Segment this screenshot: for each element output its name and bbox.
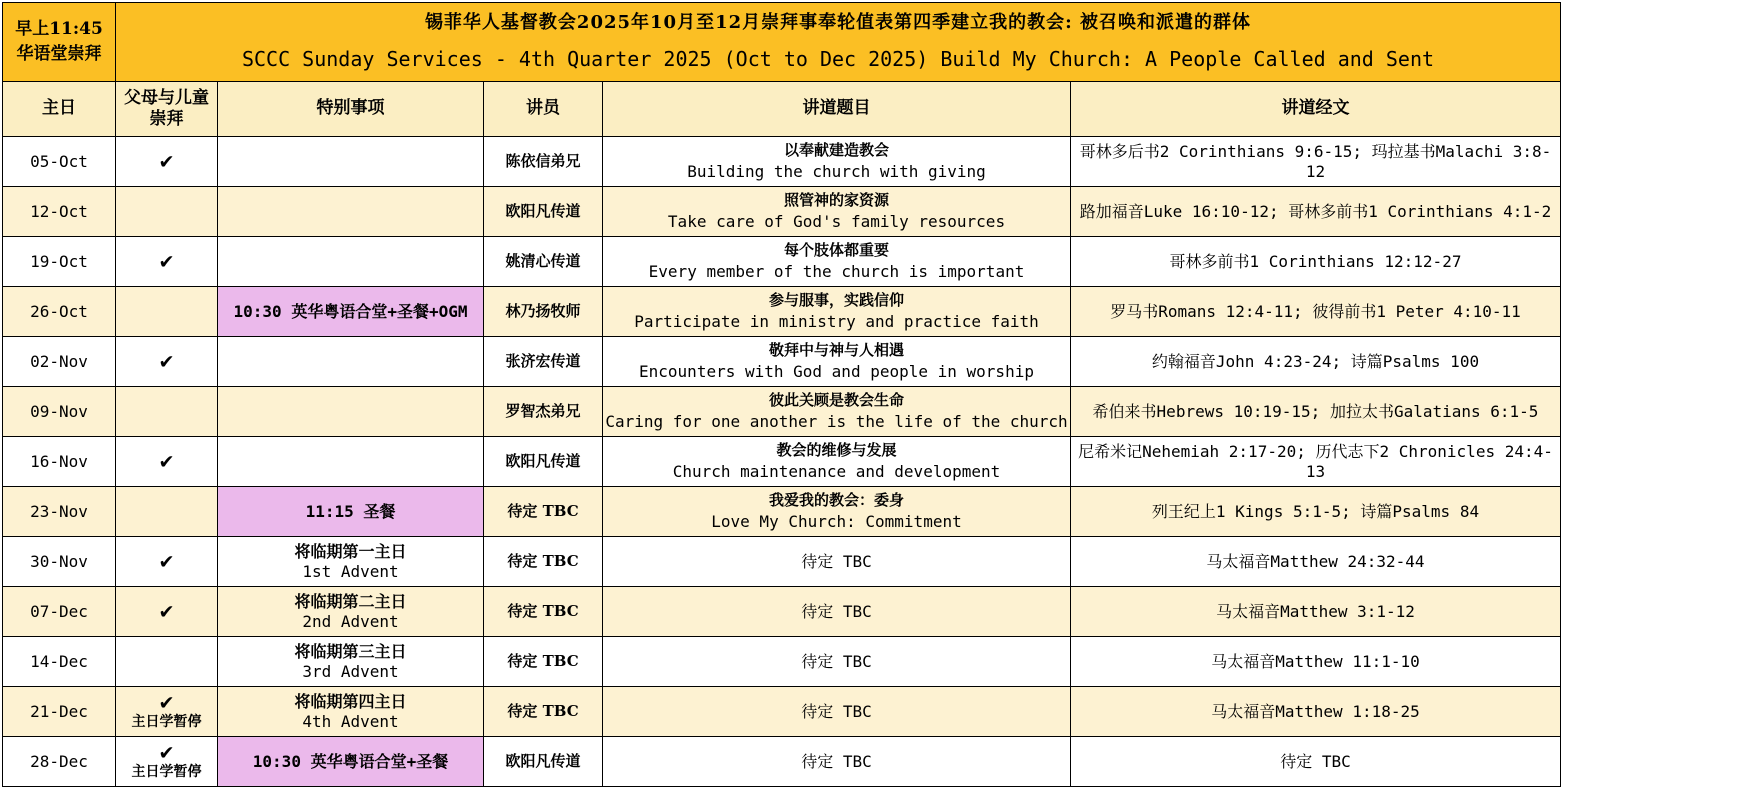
table-row [3, 737, 1561, 787]
col-header-date: 主日 [3, 82, 116, 137]
family-worship-cell [116, 137, 218, 187]
speaker-cell: 欧阳凡传道 [484, 737, 603, 787]
speaker-cell: 林乃扬牧师 [484, 287, 603, 337]
family-worship-cell [116, 487, 218, 537]
special-line2: 3rd Advent [302, 661, 399, 681]
family-worship-cell [116, 387, 218, 437]
topic-english: Church maintenance and development [672, 462, 1001, 482]
check-icon: ✔ [159, 739, 174, 765]
family-worship-cell [116, 287, 218, 337]
main-title-cell [116, 3, 1561, 82]
topic-english: Every member of the church is important [648, 262, 1025, 282]
family-worship-cell [116, 237, 218, 287]
date-cell: 19-Oct [3, 237, 116, 287]
special-line2: 2nd Advent [302, 611, 399, 631]
topic-cell [603, 487, 1071, 537]
check-icon: ✔ [159, 598, 174, 624]
service-time-cell [3, 3, 116, 82]
family-worship-cell [116, 687, 218, 737]
speaker-cell: 待定 TBC [484, 687, 603, 737]
scripture-cell: 待定 TBC [1071, 737, 1561, 787]
special-cell [218, 487, 484, 537]
date-cell: 05-Oct [3, 137, 116, 187]
check-icon: ✔ [159, 348, 174, 374]
topic-english: 待定 TBC [801, 701, 872, 721]
family-worship-cell [116, 737, 218, 787]
topic-english: 待定 TBC [801, 651, 872, 671]
col-header-speaker: 讲员 [484, 82, 603, 137]
speaker-cell: 欧阳凡传道 [484, 187, 603, 237]
table-row [3, 687, 1561, 737]
date-cell: 09-Nov [3, 387, 116, 437]
special-cell [218, 537, 484, 587]
special-cell [218, 587, 484, 637]
title-chinese: 锡菲华人基督教会2025年10月至12月崇拜事奉轮值表第四季建立我的教会: 被召唤和派遣的群体 [424, 12, 1252, 34]
check-icon: ✔ [159, 448, 174, 474]
special-cell [218, 687, 484, 737]
topic-english: 待定 TBC [801, 751, 872, 771]
topic-cell [603, 287, 1071, 337]
special-line1: 将临期第三主日 [294, 641, 407, 661]
check-icon: ✔ [159, 689, 174, 715]
sunday-school-note: 主日学暂停 [131, 713, 202, 730]
topic-chinese: 我爱我的教会：委身 [768, 490, 904, 509]
schedule-rows [3, 137, 1561, 787]
special-line1: 将临期第二主日 [294, 591, 407, 611]
table-row [3, 337, 1561, 387]
topic-english: Participate in ministry and practice faith [634, 312, 1039, 332]
topic-cell [603, 437, 1071, 487]
special-line1: 10:30 英华粤语合堂+圣餐+OGM [233, 301, 468, 321]
speaker-cell: 待定 TBC [484, 537, 603, 587]
scripture-cell: 马太福音Matthew 1:18-25 [1071, 687, 1561, 737]
col-header-scripture: 讲道经文 [1071, 82, 1561, 137]
special-cell [218, 137, 484, 187]
topic-cell [603, 637, 1071, 687]
topic-english: Encounters with God and people in worship [639, 362, 1034, 382]
topic-cell [603, 687, 1071, 737]
speaker-cell: 姚清心传道 [484, 237, 603, 287]
date-cell: 14-Dec [3, 637, 116, 687]
table-row [3, 237, 1561, 287]
scripture-cell: 尼希米记Nehemiah 2:17-20; 历代志下2 Chronicles 24:4-13 [1071, 437, 1561, 487]
topic-chinese: 参与服事，实践信仰 [768, 290, 904, 309]
topic-chinese: 敬拜中与神与人相遇 [768, 340, 904, 359]
topic-cell [603, 737, 1071, 787]
date-cell: 12-Oct [3, 187, 116, 237]
scripture-cell: 罗马书Romans 12:4-11; 彼得前书1 Peter 4:10-11 [1071, 287, 1561, 337]
service-name: 华语堂崇拜 [16, 44, 102, 64]
special-line1: 将临期第四主日 [294, 691, 407, 711]
topic-chinese: 以奉献建造教会 [783, 140, 889, 159]
title-english: SCCC Sunday Services - 4th Quarter 2025 (Oct to Dec 2025) Build My Church: A People Called and Sent [241, 46, 1435, 71]
special-line2: 1st Advent [302, 561, 399, 581]
topic-cell [603, 587, 1071, 637]
sunday-school-note: 主日学暂停 [131, 763, 202, 780]
scripture-cell: 希伯来书Hebrews 10:19-15; 加拉太书Galatians 6:1-5 [1071, 387, 1561, 437]
schedule-container [2, 2, 1561, 787]
scripture-cell: 路加福音Luke 16:10-12; 哥林多前书1 Corinthians 4:1-2 [1071, 187, 1561, 237]
special-cell [218, 337, 484, 387]
scripture-cell: 马太福音Matthew 11:1-10 [1071, 637, 1561, 687]
topic-english: 待定 TBC [801, 601, 872, 621]
topic-english: Love My Church: Commitment [711, 512, 962, 532]
table-row [3, 587, 1561, 637]
date-cell: 28-Dec [3, 737, 116, 787]
table-row [3, 637, 1561, 687]
speaker-cell: 待定 TBC [484, 637, 603, 687]
scripture-cell: 哥林多前书1 Corinthians 12:12-27 [1071, 237, 1561, 287]
date-cell: 23-Nov [3, 487, 116, 537]
topic-cell [603, 137, 1071, 187]
date-cell: 02-Nov [3, 337, 116, 387]
speaker-cell: 张济宏传道 [484, 337, 603, 387]
check-icon: ✔ [159, 148, 174, 174]
topic-english: Caring for one another is the life of the church [605, 412, 1068, 432]
check-icon: ✔ [159, 248, 174, 274]
topic-cell [603, 537, 1071, 587]
col-header-family-worship: 父母与儿童崇拜 [116, 82, 218, 137]
scripture-cell: 马太福音Matthew 3:1-12 [1071, 587, 1561, 637]
scripture-cell: 列王纪上1 Kings 5:1-5; 诗篇Psalms 84 [1071, 487, 1561, 537]
special-line1: 11:15 圣餐 [305, 501, 396, 521]
col-header-special: 特别事项 [218, 82, 484, 137]
speaker-cell: 待定 TBC [484, 587, 603, 637]
title-row [3, 3, 1561, 82]
table-row [3, 187, 1561, 237]
table-row [3, 387, 1561, 437]
topic-english: Building the church with giving [687, 162, 986, 182]
scripture-cell: 马太福音Matthew 24:32-44 [1071, 537, 1561, 587]
date-cell: 30-Nov [3, 537, 116, 587]
special-cell [218, 637, 484, 687]
special-cell [218, 287, 484, 337]
family-worship-cell [116, 437, 218, 487]
topic-cell [603, 237, 1071, 287]
topic-cell [603, 337, 1071, 387]
topic-chinese: 彼此关顾是教会生命 [768, 390, 904, 409]
family-worship-cell [116, 187, 218, 237]
table-row [3, 437, 1561, 487]
date-cell: 07-Dec [3, 587, 116, 637]
date-cell: 26-Oct [3, 287, 116, 337]
scripture-cell: 约翰福音John 4:23-24; 诗篇Psalms 100 [1071, 337, 1561, 387]
date-cell: 16-Nov [3, 437, 116, 487]
table-row [3, 487, 1561, 537]
table-row [3, 137, 1561, 187]
special-cell [218, 437, 484, 487]
special-cell [218, 387, 484, 437]
special-cell [218, 237, 484, 287]
scripture-cell: 哥林多后书2 Corinthians 9:6-15; 玛拉基书Malachi 3:8-12 [1071, 137, 1561, 187]
topic-cell [603, 187, 1071, 237]
family-worship-cell [116, 537, 218, 587]
speaker-cell: 罗智杰弟兄 [484, 387, 603, 437]
col-header-topic: 讲道题目 [603, 82, 1071, 137]
topic-chinese: 每个肢体都重要 [783, 240, 889, 259]
date-cell: 21-Dec [3, 687, 116, 737]
check-icon: ✔ [159, 548, 174, 574]
topic-english: Take care of God's family resources [667, 212, 1006, 232]
family-worship-cell [116, 337, 218, 387]
topic-chinese: 照管神的家资源 [783, 190, 889, 209]
header-row [3, 82, 1561, 137]
service-time: 早上11:45 [15, 18, 103, 39]
topic-english: 待定 TBC [801, 551, 872, 571]
special-line1: 将临期第一主日 [294, 541, 407, 561]
family-worship-cell [116, 637, 218, 687]
schedule-table [2, 2, 1561, 787]
special-line1: 10:30 英华粤语合堂+圣餐 [252, 751, 449, 771]
speaker-cell: 待定 TBC [484, 487, 603, 537]
family-worship-cell [116, 587, 218, 637]
speaker-cell: 欧阳凡传道 [484, 437, 603, 487]
topic-cell [603, 387, 1071, 437]
table-row [3, 287, 1561, 337]
table-row [3, 537, 1561, 587]
special-cell [218, 737, 484, 787]
special-line2: 4th Advent [302, 711, 399, 731]
speaker-cell: 陈依信弟兄 [484, 137, 603, 187]
special-cell [218, 187, 484, 237]
topic-chinese: 教会的维修与发展 [776, 440, 897, 459]
